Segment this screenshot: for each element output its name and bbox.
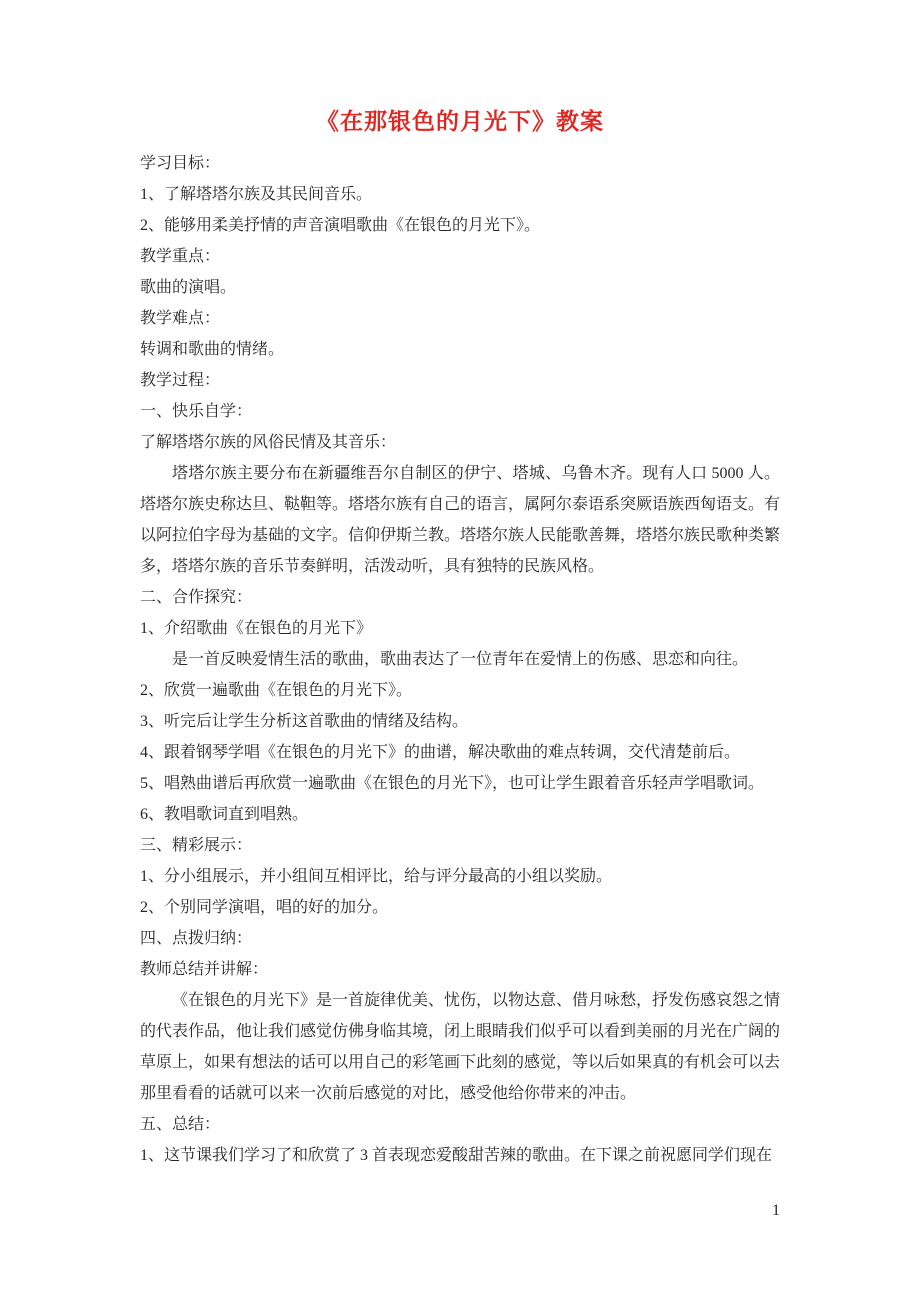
paragraph: 5、唱熟曲谱后再欣赏一遍歌曲《在银色的月光下》，也可让学生跟着音乐轻声学唱歌词。 — [140, 775, 765, 792]
paragraph: 转调和歌曲的情绪。 — [140, 341, 285, 358]
paragraph: 1、介绍歌曲《在银色的月光下》 — [140, 620, 373, 637]
paragraph: 《在银色的月光下》是一首旋律优美、忧伤，以物达意、借月咏愁，抒发伤感哀怨之情的代表作品，他让我们感觉仿佛身临其境，闭上眼睛我们似乎可以看到美丽的月光在广阔的草原上，如果有想法的话可以用自己的彩笔画下此刻的感觉，等以后如果真的有机会可以去那里看看的话就可以来一次前后感觉的对比，感受他给你带来的冲击。 — [140, 992, 781, 1102]
page-number: 1 — [772, 1202, 780, 1219]
paragraph: 2、个别同学演唱，唱的好的加分。 — [140, 899, 389, 916]
paragraph: 2、欣赏一遍歌曲《在银色的月光下》。 — [140, 682, 413, 699]
paragraph: 2、能够用柔美抒情的声音演唱歌曲《在银色的月光下》。 — [140, 217, 541, 234]
paragraph: 1、这节课我们学习了和欣赏了 3 首表现恋爱酸甜苦辣的歌曲。在下课之前祝愿同学们现在 — [140, 1147, 773, 1164]
paragraph: 3、听完后让学生分析这首歌曲的情绪及结构。 — [140, 713, 469, 730]
paragraph: 6、教唱歌词直到唱熟。 — [140, 806, 309, 823]
paragraph: 了解塔塔尔族的风俗民情及其音乐： — [140, 434, 397, 451]
paragraph: 五、总结： — [140, 1116, 221, 1133]
document-title: 《在那银色的月光下》教案 — [316, 109, 604, 134]
paragraph: 1、了解塔塔尔族及其民间音乐。 — [140, 186, 373, 203]
paragraph: 学习目标： — [140, 155, 221, 172]
paragraph: 塔塔尔族主要分布在新疆维吾尔自制区的伊宁、塔城、乌鲁木齐。现有人口 5000 人。塔塔尔族史称达旦、鞑靼等。塔塔尔族有自己的语言，属阿尔泰语系突厥语族西匈语支。有以阿拉伯字母为基础的文字。信仰伊斯兰教。塔塔尔族人民能歌善舞，塔塔尔族民歌种类繁多，塔塔尔族的音乐节奏鲜明，活泼动听，具有独特的民族风格。 — [140, 465, 781, 575]
paragraph: 一、快乐自学： — [140, 403, 253, 420]
paragraph: 4、跟着钢琴学唱《在银色的月光下》的曲谱，解决歌曲的难点转调，交代清楚前后。 — [140, 744, 741, 761]
paragraph: 教师总结并讲解： — [140, 961, 269, 978]
document-body — [140, 148, 780, 1171]
paragraph: 是一首反映爱情生活的歌曲，歌曲表达了一位青年在爱情上的伤感、思恋和向往。 — [172, 651, 749, 668]
paragraph: 教学难点： — [140, 310, 221, 327]
paragraph: 二、合作探究： — [140, 589, 253, 606]
paragraph: 教学重点： — [140, 248, 221, 265]
paragraph: 教学过程： — [140, 372, 221, 389]
paragraph: 三、精彩展示： — [140, 837, 253, 854]
paragraph: 1、分小组展示，并小组间互相评比，给与评分最高的小组以奖励。 — [140, 868, 613, 885]
paragraph: 四、点拨归纳： — [140, 930, 253, 947]
paragraph: 歌曲的演唱。 — [140, 279, 237, 296]
